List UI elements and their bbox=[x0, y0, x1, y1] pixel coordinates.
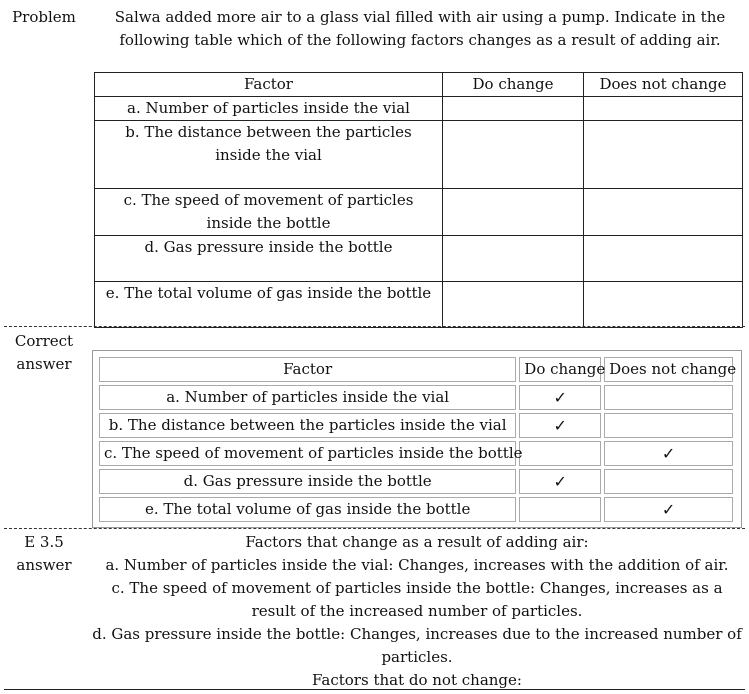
header-does-not-change: Does not change bbox=[604, 357, 733, 382]
answer-cell-change[interactable] bbox=[443, 282, 584, 328]
table-row bbox=[99, 497, 733, 522]
factor-cell: d. Gas pressure inside the bottle bbox=[95, 236, 443, 282]
check-icon: ✓ bbox=[519, 385, 601, 410]
correct-answer-label: Correct answer bbox=[14, 332, 74, 373]
answer-cell-no-change[interactable] bbox=[584, 236, 743, 282]
table-row bbox=[95, 236, 743, 282]
answer-line: Factors that change as a result of adding air: bbox=[245, 533, 589, 551]
answer-cell-no-change[interactable] bbox=[584, 121, 743, 189]
answer-cell-no-change[interactable] bbox=[584, 282, 743, 328]
factor-cell: a. Number of particles inside the vial bbox=[99, 385, 516, 410]
empty-cell bbox=[519, 441, 601, 466]
header-factor: Factor bbox=[95, 73, 443, 97]
factor-cell: b. The distance between the particles inside the vial bbox=[95, 121, 443, 189]
table-row bbox=[95, 121, 743, 189]
correct-answer-table bbox=[96, 354, 736, 525]
answer-cell-change[interactable] bbox=[443, 236, 584, 282]
header-do-change: Do change bbox=[443, 73, 584, 97]
factor-cell: d. Gas pressure inside the bottle bbox=[99, 469, 516, 494]
table-row bbox=[95, 97, 743, 121]
correct-answer-section bbox=[0, 326, 749, 528]
table-header-row bbox=[95, 73, 743, 97]
factor-cell: c. The speed of movement of particles inside the bottle bbox=[95, 189, 443, 236]
table-row bbox=[95, 189, 743, 236]
table-row bbox=[99, 469, 733, 494]
correct-answer-table-frame bbox=[92, 350, 742, 528]
table-row bbox=[99, 385, 733, 410]
table-row bbox=[95, 282, 743, 328]
table-row bbox=[99, 441, 733, 466]
empty-cell bbox=[604, 413, 733, 438]
e35-answer-text bbox=[92, 531, 742, 692]
problem-question: Salwa added more air to a glass vial filled with air using a pump. Indicate in the following table which of the following factors changes as a result of adding air. bbox=[114, 8, 726, 49]
header-does-not-change: Does not change bbox=[584, 73, 743, 97]
check-icon: ✓ bbox=[519, 413, 601, 438]
empty-cell bbox=[604, 469, 733, 494]
answer-line: Factors that do not change: bbox=[312, 671, 522, 689]
factor-cell: c. The speed of movement of particles inside the bottle bbox=[99, 441, 516, 466]
problem-section bbox=[0, 0, 749, 326]
answer-cell-change[interactable] bbox=[443, 121, 584, 189]
factor-cell: e. The total volume of gas inside the bottle bbox=[95, 282, 443, 328]
factor-cell: e. The total volume of gas inside the bottle bbox=[99, 497, 516, 522]
table-header-row bbox=[99, 357, 733, 382]
answer-cell-no-change[interactable] bbox=[584, 189, 743, 236]
empty-cell bbox=[519, 497, 601, 522]
answer-line: c. The speed of movement of particles inside the bottle: Changes, increases as a result of the increased number of particles. bbox=[111, 579, 723, 620]
table-row bbox=[99, 413, 733, 438]
check-icon: ✓ bbox=[604, 497, 733, 522]
answer-cell-change[interactable] bbox=[443, 189, 584, 236]
empty-cell bbox=[604, 385, 733, 410]
problem-label: Problem bbox=[12, 8, 76, 26]
check-icon: ✓ bbox=[519, 469, 601, 494]
problem-table bbox=[94, 72, 743, 328]
e35-answer-section bbox=[0, 528, 749, 694]
header-do-change: Do change bbox=[519, 357, 601, 382]
e35-answer-label: E 3.5 answer bbox=[16, 533, 72, 574]
factor-cell: a. Number of particles inside the vial bbox=[95, 97, 443, 121]
check-icon: ✓ bbox=[604, 441, 733, 466]
answer-line: a. Number of particles inside the vial: Changes, increases with the addition of air. bbox=[105, 556, 729, 574]
bottom-rule bbox=[4, 689, 745, 690]
header-factor: Factor bbox=[99, 357, 516, 382]
answer-cell-no-change[interactable] bbox=[584, 97, 743, 121]
factor-cell: b. The distance between the particles inside the vial bbox=[99, 413, 516, 438]
answer-line: d. Gas pressure inside the bottle: Changes, increases due to the increased number of particles. bbox=[92, 625, 742, 666]
answer-cell-change[interactable] bbox=[443, 97, 584, 121]
